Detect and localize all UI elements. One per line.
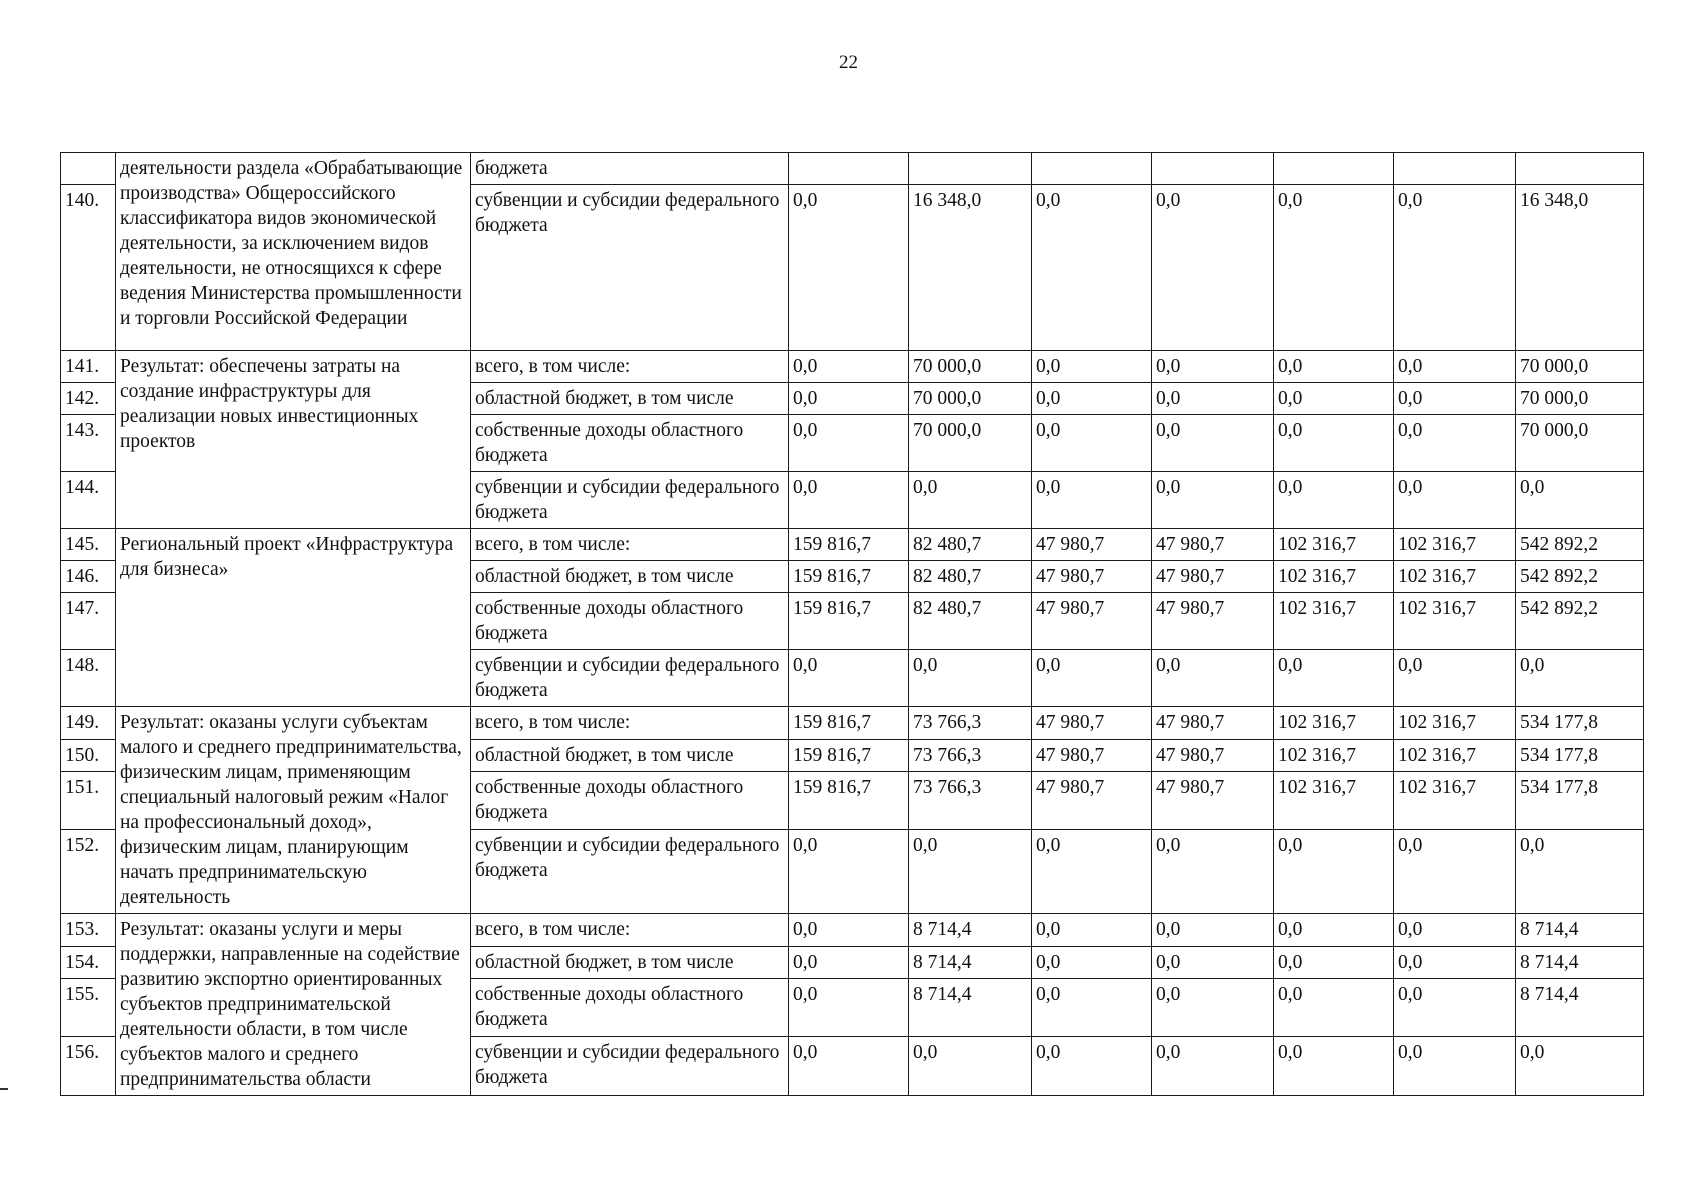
- year-value: 0,0: [1274, 914, 1394, 947]
- year-value: 102 316,7: [1394, 707, 1516, 740]
- year-value: 102 316,7: [1274, 593, 1394, 650]
- year-value: 0,0: [789, 1037, 909, 1096]
- funding-source: областной бюджет, в том числе: [471, 739, 789, 772]
- total-value: 534 177,8: [1516, 707, 1644, 740]
- year-value: 0,0: [1274, 979, 1394, 1037]
- row-number: 156.: [61, 1037, 116, 1096]
- year-value: 0,0: [1152, 946, 1274, 979]
- year-value: 0,0: [789, 415, 909, 472]
- year-value: 47 980,7: [1032, 593, 1152, 650]
- year-value: 47 980,7: [1152, 707, 1274, 740]
- year-value: 0,0: [1032, 185, 1152, 351]
- year-value: [1394, 153, 1516, 185]
- year-value: 0,0: [1032, 383, 1152, 415]
- total-value: 542 892,2: [1516, 593, 1644, 650]
- year-value: 0,0: [909, 472, 1032, 529]
- year-value: 70 000,0: [909, 383, 1032, 415]
- year-value: 47 980,7: [1032, 529, 1152, 561]
- funding-source: субвенции и субсидии федерального бюджета: [471, 472, 789, 529]
- year-value: 82 480,7: [909, 561, 1032, 593]
- table-row: [61, 153, 1644, 185]
- year-value: 0,0: [1394, 351, 1516, 383]
- year-value: [1152, 153, 1274, 185]
- budget-table: [60, 152, 1644, 1096]
- year-value: 0,0: [1394, 914, 1516, 947]
- total-value: 0,0: [1516, 472, 1644, 529]
- row-number: 144.: [61, 472, 116, 529]
- year-value: 73 766,3: [909, 772, 1032, 830]
- year-value: 0,0: [1394, 830, 1516, 914]
- year-value: 0,0: [1032, 979, 1152, 1037]
- year-value: 70 000,0: [909, 415, 1032, 472]
- year-value: 0,0: [1032, 351, 1152, 383]
- item-description: Результат: оказаны услуги и меры поддержки, направленные на содействие развитию экспортно ориентированных субъектов предпринимательской деятельности области, в том числе субъектов малого и среднего предпринимательства области: [116, 914, 471, 1096]
- year-value: 0,0: [1394, 383, 1516, 415]
- funding-source: всего, в том числе:: [471, 529, 789, 561]
- year-value: 47 980,7: [1152, 561, 1274, 593]
- year-value: 0,0: [789, 979, 909, 1037]
- year-value: 16 348,0: [909, 185, 1032, 351]
- year-value: 0,0: [789, 185, 909, 351]
- row-number: 145.: [61, 529, 116, 561]
- year-value: 0,0: [1152, 1037, 1274, 1096]
- year-value: [789, 153, 909, 185]
- total-value: 0,0: [1516, 650, 1644, 707]
- year-value: 102 316,7: [1274, 561, 1394, 593]
- year-value: 0,0: [789, 914, 909, 947]
- year-value: 0,0: [909, 650, 1032, 707]
- funding-source: областной бюджет, в том числе: [471, 946, 789, 979]
- funding-source: субвенции и субсидии федерального бюджета: [471, 185, 789, 351]
- year-value: 102 316,7: [1394, 561, 1516, 593]
- table-row: [61, 914, 1644, 947]
- year-value: 0,0: [1152, 979, 1274, 1037]
- year-value: 0,0: [1152, 830, 1274, 914]
- year-value: 102 316,7: [1274, 772, 1394, 830]
- year-value: 0,0: [1394, 946, 1516, 979]
- year-value: 0,0: [1274, 383, 1394, 415]
- year-value: 0,0: [789, 383, 909, 415]
- year-value: 47 980,7: [1152, 593, 1274, 650]
- total-value: 0,0: [1516, 1037, 1644, 1096]
- row-number: 151.: [61, 772, 116, 830]
- year-value: 102 316,7: [1274, 739, 1394, 772]
- budget-table-container: [60, 152, 1643, 1096]
- total-value: 70 000,0: [1516, 383, 1644, 415]
- year-value: 8 714,4: [909, 914, 1032, 947]
- year-value: 0,0: [1274, 650, 1394, 707]
- total-value: 0,0: [1516, 830, 1644, 914]
- row-number: 147.: [61, 593, 116, 650]
- year-value: 102 316,7: [1394, 593, 1516, 650]
- funding-source: областной бюджет, в том числе: [471, 383, 789, 415]
- table-row: [61, 351, 1644, 383]
- year-value: 0,0: [1394, 1037, 1516, 1096]
- funding-source: всего, в том числе:: [471, 707, 789, 740]
- year-value: 47 980,7: [1032, 561, 1152, 593]
- year-value: 0,0: [1032, 946, 1152, 979]
- row-number: 141.: [61, 351, 116, 383]
- total-value: [1516, 153, 1644, 185]
- scan-edge-mark: [0, 1088, 8, 1090]
- year-value: 47 980,7: [1032, 707, 1152, 740]
- row-number: [61, 153, 116, 185]
- funding-source: всего, в том числе:: [471, 351, 789, 383]
- total-value: 16 348,0: [1516, 185, 1644, 351]
- funding-source: областной бюджет, в том числе: [471, 561, 789, 593]
- year-value: 73 766,3: [909, 707, 1032, 740]
- funding-source: субвенции и субсидии федерального бюджета: [471, 830, 789, 914]
- funding-source: всего, в том числе:: [471, 914, 789, 947]
- year-value: 0,0: [789, 830, 909, 914]
- year-value: 0,0: [1032, 914, 1152, 947]
- row-number: 148.: [61, 650, 116, 707]
- year-value: 0,0: [1274, 946, 1394, 979]
- item-description: Региональный проект «Инфраструктура для бизнеса»: [116, 529, 471, 707]
- funding-source: собственные доходы областного бюджета: [471, 772, 789, 830]
- year-value: 0,0: [1394, 415, 1516, 472]
- row-number: 149.: [61, 707, 116, 740]
- year-value: 47 980,7: [1152, 529, 1274, 561]
- year-value: 0,0: [1274, 830, 1394, 914]
- funding-source: бюджета: [471, 153, 789, 185]
- year-value: 0,0: [1032, 830, 1152, 914]
- year-value: 159 816,7: [789, 739, 909, 772]
- year-value: 73 766,3: [909, 739, 1032, 772]
- total-value: 534 177,8: [1516, 772, 1644, 830]
- year-value: 159 816,7: [789, 561, 909, 593]
- year-value: 102 316,7: [1394, 529, 1516, 561]
- funding-source: субвенции и субсидии федерального бюджета: [471, 650, 789, 707]
- year-value: 0,0: [1152, 914, 1274, 947]
- funding-source: собственные доходы областного бюджета: [471, 415, 789, 472]
- year-value: 0,0: [1152, 185, 1274, 351]
- year-value: 102 316,7: [1274, 529, 1394, 561]
- total-value: 8 714,4: [1516, 946, 1644, 979]
- funding-source: собственные доходы областного бюджета: [471, 979, 789, 1037]
- item-description: Результат: обеспечены затраты на создание инфраструктуры для реализации новых инвестиционных проектов: [116, 351, 471, 529]
- year-value: 47 980,7: [1032, 739, 1152, 772]
- year-value: 159 816,7: [789, 707, 909, 740]
- year-value: 47 980,7: [1032, 772, 1152, 830]
- year-value: 0,0: [1274, 415, 1394, 472]
- year-value: 82 480,7: [909, 593, 1032, 650]
- year-value: 0,0: [909, 1037, 1032, 1096]
- row-number: 142.: [61, 383, 116, 415]
- table-row: [61, 529, 1644, 561]
- budget-table-body: [61, 153, 1644, 1096]
- total-value: 70 000,0: [1516, 351, 1644, 383]
- total-value: 70 000,0: [1516, 415, 1644, 472]
- year-value: 82 480,7: [909, 529, 1032, 561]
- year-value: 159 816,7: [789, 593, 909, 650]
- year-value: 0,0: [1274, 472, 1394, 529]
- year-value: 8 714,4: [909, 946, 1032, 979]
- year-value: [1032, 153, 1152, 185]
- year-value: 47 980,7: [1152, 772, 1274, 830]
- year-value: 0,0: [1152, 383, 1274, 415]
- total-value: 534 177,8: [1516, 739, 1644, 772]
- page-number: 22: [839, 52, 858, 73]
- table-row: [61, 707, 1644, 740]
- year-value: 0,0: [789, 351, 909, 383]
- year-value: 0,0: [1394, 650, 1516, 707]
- year-value: 0,0: [789, 650, 909, 707]
- year-value: 47 980,7: [1152, 739, 1274, 772]
- year-value: 0,0: [1274, 351, 1394, 383]
- year-value: 8 714,4: [909, 979, 1032, 1037]
- row-number: 155.: [61, 979, 116, 1037]
- funding-source: собственные доходы областного бюджета: [471, 593, 789, 650]
- year-value: 70 000,0: [909, 351, 1032, 383]
- year-value: 0,0: [1032, 1037, 1152, 1096]
- total-value: 8 714,4: [1516, 914, 1644, 947]
- row-number: 150.: [61, 739, 116, 772]
- year-value: 0,0: [1274, 185, 1394, 351]
- year-value: 0,0: [1152, 650, 1274, 707]
- year-value: [909, 153, 1032, 185]
- year-value: 102 316,7: [1274, 707, 1394, 740]
- row-number: 153.: [61, 914, 116, 947]
- year-value: 0,0: [1032, 472, 1152, 529]
- year-value: 159 816,7: [789, 529, 909, 561]
- row-number: 140.: [61, 185, 116, 351]
- year-value: 0,0: [1152, 415, 1274, 472]
- year-value: [1274, 153, 1394, 185]
- year-value: 0,0: [1394, 185, 1516, 351]
- year-value: 0,0: [1394, 979, 1516, 1037]
- total-value: 542 892,2: [1516, 529, 1644, 561]
- row-number: 152.: [61, 830, 116, 914]
- year-value: 0,0: [789, 946, 909, 979]
- year-value: 102 316,7: [1394, 772, 1516, 830]
- total-value: 8 714,4: [1516, 979, 1644, 1037]
- year-value: 159 816,7: [789, 772, 909, 830]
- row-number: 143.: [61, 415, 116, 472]
- funding-source: субвенции и субсидии федерального бюджета: [471, 1037, 789, 1096]
- year-value: 0,0: [1032, 415, 1152, 472]
- year-value: 0,0: [789, 472, 909, 529]
- year-value: 0,0: [1274, 1037, 1394, 1096]
- total-value: 542 892,2: [1516, 561, 1644, 593]
- year-value: 0,0: [1394, 472, 1516, 529]
- item-description: Результат: оказаны услуги субъектам малого и среднего предпринимательства, физическим лицам, применяющим специальный налоговый режим «Налог на профессиональный доход», физическим лицам, планирующим начать предпринимательскую деятельность: [116, 707, 471, 914]
- item-description: деятельности раздела «Обрабатывающие производства» Общероссийского классификатора видов экономической деятельности, за исключением видов деятельности, не относящихся к сфере ведения Министерства промышленности и торговли Российской Федерации: [116, 153, 471, 351]
- year-value: 0,0: [1152, 472, 1274, 529]
- year-value: 0,0: [1032, 650, 1152, 707]
- year-value: 102 316,7: [1394, 739, 1516, 772]
- row-number: 146.: [61, 561, 116, 593]
- year-value: 0,0: [909, 830, 1032, 914]
- year-value: 0,0: [1152, 351, 1274, 383]
- row-number: 154.: [61, 946, 116, 979]
